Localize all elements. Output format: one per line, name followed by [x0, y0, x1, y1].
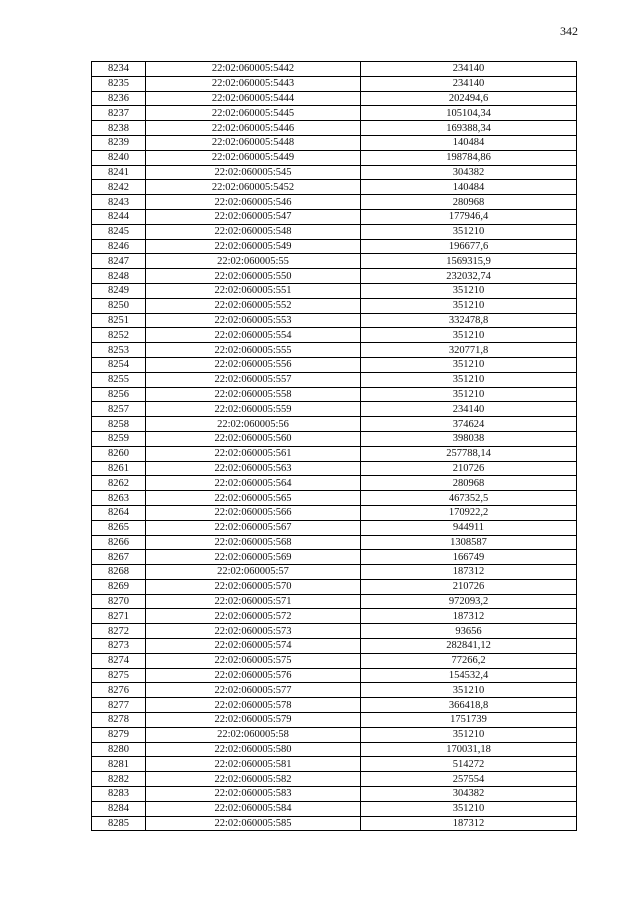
cadastral-number-cell: 22:02:060005:56 [146, 417, 361, 432]
row-number-cell: 8245 [92, 224, 146, 239]
page-number: 342 [560, 24, 578, 38]
value-cell: 280968 [361, 195, 577, 210]
table-row [92, 609, 577, 624]
cadastral-number-cell: 22:02:060005:582 [146, 772, 361, 787]
cadastral-number-cell: 22:02:060005:577 [146, 683, 361, 698]
row-number-cell: 8236 [92, 91, 146, 106]
table-row [92, 76, 577, 91]
cadastral-number-cell: 22:02:060005:5449 [146, 150, 361, 165]
cadastral-number-cell: 22:02:060005:547 [146, 209, 361, 224]
row-number-cell: 8239 [92, 135, 146, 150]
cadastral-number-cell: 22:02:060005:561 [146, 446, 361, 461]
value-cell: 170031,18 [361, 742, 577, 757]
cadastral-number-cell: 22:02:060005:5443 [146, 76, 361, 91]
cadastral-number-cell: 22:02:060005:573 [146, 624, 361, 639]
row-number-cell: 8262 [92, 476, 146, 491]
table-row [92, 624, 577, 639]
cadastral-number-cell: 22:02:060005:553 [146, 313, 361, 328]
value-cell: 351210 [361, 801, 577, 816]
row-number-cell: 8249 [92, 283, 146, 298]
row-number-cell: 8285 [92, 816, 146, 831]
value-cell: 304382 [361, 787, 577, 802]
table-row [92, 283, 577, 298]
value-cell: 332478,8 [361, 313, 577, 328]
table-row [92, 106, 577, 121]
table-row [92, 446, 577, 461]
cadastral-number-cell: 22:02:060005:564 [146, 476, 361, 491]
value-cell: 169388,34 [361, 121, 577, 136]
row-number-cell: 8238 [92, 121, 146, 136]
row-number-cell: 8275 [92, 668, 146, 683]
value-cell: 257788,14 [361, 446, 577, 461]
row-number-cell: 8277 [92, 698, 146, 713]
table-row [92, 594, 577, 609]
value-cell: 972093,2 [361, 594, 577, 609]
table-row [92, 209, 577, 224]
table-row [92, 357, 577, 372]
table-row [92, 461, 577, 476]
table-row [92, 757, 577, 772]
cadastral-number-cell: 22:02:060005:571 [146, 594, 361, 609]
row-number-cell: 8267 [92, 550, 146, 565]
value-cell: 196677,6 [361, 239, 577, 254]
row-number-cell: 8274 [92, 653, 146, 668]
value-cell: 351210 [361, 372, 577, 387]
cadastral-number-cell: 22:02:060005:551 [146, 283, 361, 298]
table-row [92, 727, 577, 742]
value-cell: 282841,12 [361, 639, 577, 654]
row-number-cell: 8241 [92, 165, 146, 180]
row-number-cell: 8270 [92, 594, 146, 609]
value-cell: 210726 [361, 461, 577, 476]
row-number-cell: 8251 [92, 313, 146, 328]
value-cell: 154532,4 [361, 668, 577, 683]
row-number-cell: 8282 [92, 772, 146, 787]
table-row [92, 62, 577, 77]
cadastral-number-cell: 22:02:060005:549 [146, 239, 361, 254]
row-number-cell: 8253 [92, 343, 146, 358]
cadastral-number-cell: 22:02:060005:5452 [146, 180, 361, 195]
row-number-cell: 8252 [92, 328, 146, 343]
value-cell: 140484 [361, 180, 577, 195]
row-number-cell: 8272 [92, 624, 146, 639]
value-cell: 467352,5 [361, 491, 577, 506]
row-number-cell: 8255 [92, 372, 146, 387]
cadastral-number-cell: 22:02:060005:579 [146, 713, 361, 728]
value-cell: 170922,2 [361, 505, 577, 520]
table-row [92, 505, 577, 520]
row-number-cell: 8258 [92, 417, 146, 432]
table-row [92, 402, 577, 417]
value-cell: 944911 [361, 520, 577, 535]
value-cell: 232032,74 [361, 269, 577, 284]
cadastral-number-cell: 22:02:060005:548 [146, 224, 361, 239]
cadastral-number-cell: 22:02:060005:565 [146, 491, 361, 506]
table-row [92, 313, 577, 328]
row-number-cell: 8259 [92, 431, 146, 446]
value-cell: 366418,8 [361, 698, 577, 713]
table-row [92, 431, 577, 446]
value-cell: 351210 [361, 298, 577, 313]
cadastral-number-cell: 22:02:060005:570 [146, 579, 361, 594]
value-cell: 374624 [361, 417, 577, 432]
table-row [92, 224, 577, 239]
row-number-cell: 8261 [92, 461, 146, 476]
cadastral-number-cell: 22:02:060005:556 [146, 357, 361, 372]
row-number-cell: 8235 [92, 76, 146, 91]
table-row [92, 165, 577, 180]
cadastral-number-cell: 22:02:060005:569 [146, 550, 361, 565]
row-number-cell: 8278 [92, 713, 146, 728]
cadastral-number-cell: 22:02:060005:581 [146, 757, 361, 772]
value-cell: 187312 [361, 816, 577, 831]
cadastral-number-cell: 22:02:060005:576 [146, 668, 361, 683]
table-row [92, 298, 577, 313]
value-cell: 351210 [361, 683, 577, 698]
cadastral-number-cell: 22:02:060005:5448 [146, 135, 361, 150]
table-row [92, 476, 577, 491]
table-row [92, 565, 577, 580]
row-number-cell: 8250 [92, 298, 146, 313]
cadastral-number-cell: 22:02:060005:558 [146, 387, 361, 402]
table-row [92, 579, 577, 594]
cadastral-number-cell: 22:02:060005:560 [146, 431, 361, 446]
value-cell: 351210 [361, 727, 577, 742]
value-cell: 351210 [361, 387, 577, 402]
table-row [92, 254, 577, 269]
table-row [92, 683, 577, 698]
table-body [92, 62, 577, 831]
value-cell: 351210 [361, 224, 577, 239]
row-number-cell: 8260 [92, 446, 146, 461]
cadastral-number-cell: 22:02:060005:578 [146, 698, 361, 713]
cadastral-number-cell: 22:02:060005:5445 [146, 106, 361, 121]
cadastral-number-cell: 22:02:060005:583 [146, 787, 361, 802]
cadastral-number-cell: 22:02:060005:546 [146, 195, 361, 210]
value-cell: 257554 [361, 772, 577, 787]
table-row [92, 816, 577, 831]
cadastral-number-cell: 22:02:060005:58 [146, 727, 361, 742]
row-number-cell: 8269 [92, 579, 146, 594]
value-cell: 187312 [361, 565, 577, 580]
value-cell: 304382 [361, 165, 577, 180]
value-cell: 1308587 [361, 535, 577, 550]
value-cell: 514272 [361, 757, 577, 772]
table-row [92, 150, 577, 165]
value-cell: 198784,86 [361, 150, 577, 165]
cadastral-number-cell: 22:02:060005:567 [146, 520, 361, 535]
row-number-cell: 8271 [92, 609, 146, 624]
row-number-cell: 8243 [92, 195, 146, 210]
cadastral-number-cell: 22:02:060005:563 [146, 461, 361, 476]
cadastral-number-cell: 22:02:060005:55 [146, 254, 361, 269]
cadastral-number-cell: 22:02:060005:574 [146, 639, 361, 654]
cadastral-number-cell: 22:02:060005:552 [146, 298, 361, 313]
value-cell: 234140 [361, 402, 577, 417]
row-number-cell: 8280 [92, 742, 146, 757]
cadastral-number-cell: 22:02:060005:585 [146, 816, 361, 831]
value-cell: 234140 [361, 76, 577, 91]
table-row [92, 713, 577, 728]
cadastral-table [91, 61, 577, 831]
value-cell: 320771,8 [361, 343, 577, 358]
value-cell: 234140 [361, 62, 577, 77]
cadastral-number-cell: 22:02:060005:57 [146, 565, 361, 580]
cadastral-number-cell: 22:02:060005:580 [146, 742, 361, 757]
value-cell: 177946,4 [361, 209, 577, 224]
cadastral-number-cell: 22:02:060005:545 [146, 165, 361, 180]
cadastral-number-cell: 22:02:060005:568 [146, 535, 361, 550]
table-row [92, 417, 577, 432]
cadastral-number-cell: 22:02:060005:5444 [146, 91, 361, 106]
value-cell: 187312 [361, 609, 577, 624]
value-cell: 280968 [361, 476, 577, 491]
value-cell: 1569315,9 [361, 254, 577, 269]
table-row [92, 668, 577, 683]
row-number-cell: 8283 [92, 787, 146, 802]
row-number-cell: 8268 [92, 565, 146, 580]
value-cell: 202494,6 [361, 91, 577, 106]
table-row [92, 491, 577, 506]
row-number-cell: 8247 [92, 254, 146, 269]
row-number-cell: 8248 [92, 269, 146, 284]
table-row [92, 135, 577, 150]
value-cell: 351210 [361, 283, 577, 298]
row-number-cell: 8281 [92, 757, 146, 772]
value-cell: 351210 [361, 357, 577, 372]
cadastral-number-cell: 22:02:060005:575 [146, 653, 361, 668]
table-row [92, 653, 577, 668]
row-number-cell: 8264 [92, 505, 146, 520]
cadastral-number-cell: 22:02:060005:584 [146, 801, 361, 816]
value-cell: 1751739 [361, 713, 577, 728]
cadastral-number-cell: 22:02:060005:5442 [146, 62, 361, 77]
table-row [92, 180, 577, 195]
table-row [92, 343, 577, 358]
value-cell: 77266,2 [361, 653, 577, 668]
row-number-cell: 8254 [92, 357, 146, 372]
value-cell: 210726 [361, 579, 577, 594]
row-number-cell: 8244 [92, 209, 146, 224]
row-number-cell: 8234 [92, 62, 146, 77]
row-number-cell: 8246 [92, 239, 146, 254]
row-number-cell: 8266 [92, 535, 146, 550]
row-number-cell: 8240 [92, 150, 146, 165]
table-row [92, 550, 577, 565]
table-row [92, 742, 577, 757]
cadastral-number-cell: 22:02:060005:550 [146, 269, 361, 284]
row-number-cell: 8256 [92, 387, 146, 402]
value-cell: 140484 [361, 135, 577, 150]
row-number-cell: 8284 [92, 801, 146, 816]
row-number-cell: 8273 [92, 639, 146, 654]
table-row [92, 269, 577, 284]
value-cell: 351210 [361, 328, 577, 343]
table-row [92, 772, 577, 787]
row-number-cell: 8279 [92, 727, 146, 742]
value-cell: 93656 [361, 624, 577, 639]
table-row [92, 91, 577, 106]
table-row [92, 121, 577, 136]
table-row [92, 387, 577, 402]
table-row [92, 787, 577, 802]
value-cell: 166749 [361, 550, 577, 565]
table-row [92, 520, 577, 535]
cadastral-number-cell: 22:02:060005:5446 [146, 121, 361, 136]
table-row [92, 195, 577, 210]
value-cell: 398038 [361, 431, 577, 446]
row-number-cell: 8263 [92, 491, 146, 506]
cadastral-number-cell: 22:02:060005:555 [146, 343, 361, 358]
row-number-cell: 8237 [92, 106, 146, 121]
cadastral-number-cell: 22:02:060005:559 [146, 402, 361, 417]
table-row [92, 535, 577, 550]
cadastral-number-cell: 22:02:060005:566 [146, 505, 361, 520]
row-number-cell: 8242 [92, 180, 146, 195]
value-cell: 105104,34 [361, 106, 577, 121]
cadastral-number-cell: 22:02:060005:572 [146, 609, 361, 624]
row-number-cell: 8265 [92, 520, 146, 535]
table-row [92, 239, 577, 254]
table-row [92, 801, 577, 816]
row-number-cell: 8257 [92, 402, 146, 417]
table-row [92, 698, 577, 713]
table-row [92, 328, 577, 343]
cadastral-number-cell: 22:02:060005:554 [146, 328, 361, 343]
cadastral-number-cell: 22:02:060005:557 [146, 372, 361, 387]
row-number-cell: 8276 [92, 683, 146, 698]
table-row [92, 372, 577, 387]
table-row [92, 639, 577, 654]
